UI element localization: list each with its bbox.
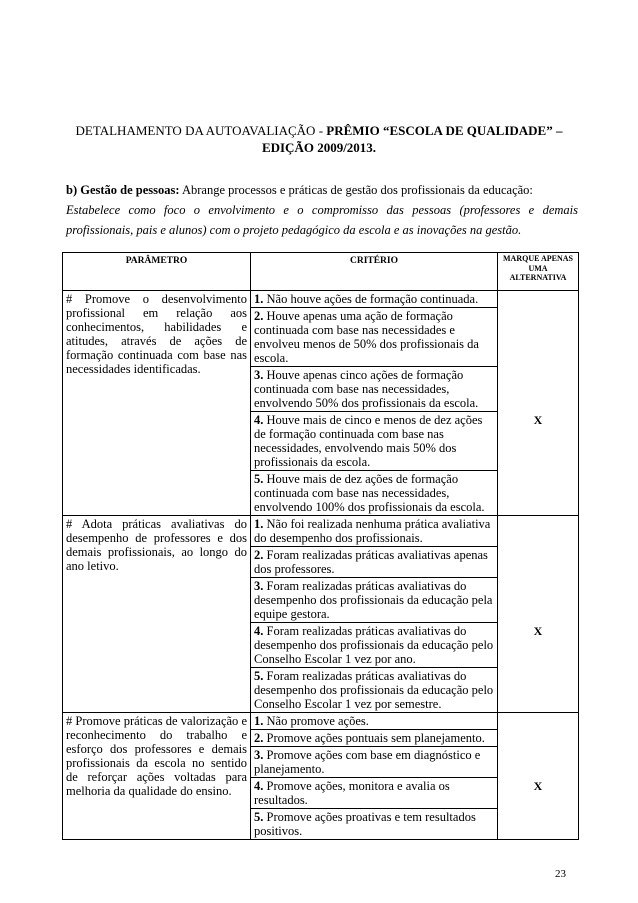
section-heading: b) Gestão de pessoas: [66,183,180,197]
mark-cell[interactable] [498,578,579,623]
mark-cell[interactable] [498,547,579,578]
title-bold: PRÊMIO “ESCOLA DE QUALIDADE” – EDIÇÃO 2009/2013. [261,123,563,155]
criterion-cell: 5. Houve mais de dez ações de formação continuada com base nas necessidades, envolvendo 100% dos profissionais da escola. [251,471,498,516]
parameter-cell: # Adota práticas avaliativas do desempenho de professores e dos demais profissionais, ao longo do ano letivo. [63,516,251,713]
header-criterion: CRITÉRIO [251,253,498,291]
table-row [63,713,579,730]
section-intro-text: Abrange processos e práticas de gestão dos profissionais da educação: [179,183,533,197]
mark-cell[interactable] [498,713,579,730]
mark-cell[interactable] [498,516,579,547]
criterion-cell: 1. Não foi realizada nenhuma prática avaliativa do desempenho dos profissionais. [251,516,498,547]
mark-cell[interactable] [498,668,579,713]
criterion-cell: 1. Não houve ações de formação continuada. [251,291,498,308]
section-heading-line [66,180,578,200]
parameter-cell: # Promove o desenvolvimento profissional em relação aos conhecimentos, habilidades e atitudes, através de ações de formação continuada com base nas necessidades identificadas. [63,291,251,516]
page-number: 23 [555,868,566,880]
title-lead: DETALHAMENTO DA AUTOAVALIAÇÃO - [75,123,327,138]
criterion-cell: 2. Promove ações pontuais sem planejamento. [251,730,498,747]
evaluation-table [62,252,579,840]
document-title [62,122,576,156]
header-mark: MARQUE APENAS UMA ALTERNATIVA [498,253,579,291]
section-intro [66,180,578,240]
criterion-cell: 3. Promove ações com base em diagnóstico e planejamento. [251,747,498,778]
criterion-cell: 2. Foram realizadas práticas avaliativas apenas dos professores. [251,547,498,578]
table-header-row [63,253,579,291]
criterion-cell: 5. Foram realizadas práticas avaliativas do desempenho dos profissionais da educação pelo Conselho Escolar 1 vez por semestre. [251,668,498,713]
criterion-cell: 5. Promove ações proativas e tem resultados positivos. [251,809,498,840]
mark-cell[interactable] [498,367,579,412]
table-row [63,291,579,308]
criterion-cell: 3. Houve apenas cinco ações de formação continuada com base nas necessidades, envolvendo 50% dos profissionais da escola. [251,367,498,412]
criterion-cell: 2. Houve apenas uma ação de formação continuada com base nas necessidades e envolveu menos de 50% dos profissionais da escola. [251,308,498,367]
mark-cell[interactable] [498,730,579,747]
criterion-cell: 4. Foram realizadas práticas avaliativas do desempenho dos profissionais da educação pelo Conselho Escolar 1 vez por ano. [251,623,498,668]
mark-cell[interactable] [498,471,579,516]
criterion-cell: 4. Promove ações, monitora e avalia os resultados. [251,778,498,809]
header-parameter: PARÂMETRO [63,253,251,291]
section-description: Estabelece como foco o envolvimento e o compromisso das pessoas (professores e demais profissionais, pais e alunos) com o projeto pedagógico da escola e as inovações na gestão. [66,203,578,237]
mark-cell-selected[interactable]: X [498,623,579,668]
criterion-cell: 3. Foram realizadas práticas avaliativas do desempenho dos profissionais da educação pela equipe gestora. [251,578,498,623]
criterion-cell: 4. Houve mais de cinco e menos de dez ações de formação continuada com base nas necessidades, envolvendo mais 50% dos profissionais da escola. [251,412,498,471]
criterion-cell: 1. Não promove ações. [251,713,498,730]
mark-cell[interactable] [498,747,579,778]
mark-cell[interactable] [498,809,579,840]
mark-cell-selected[interactable]: X [498,778,579,809]
mark-cell-selected[interactable]: X [498,412,579,471]
parameter-cell: # Promove práticas de valorização e reconhecimento do trabalho e esforço dos professores e demais profissionais da escola no sentido de reforçar ações voltadas para melhoria da qualidade do ensino. [63,713,251,840]
table-row [63,516,579,547]
mark-cell[interactable] [498,308,579,367]
mark-cell[interactable] [498,291,579,308]
